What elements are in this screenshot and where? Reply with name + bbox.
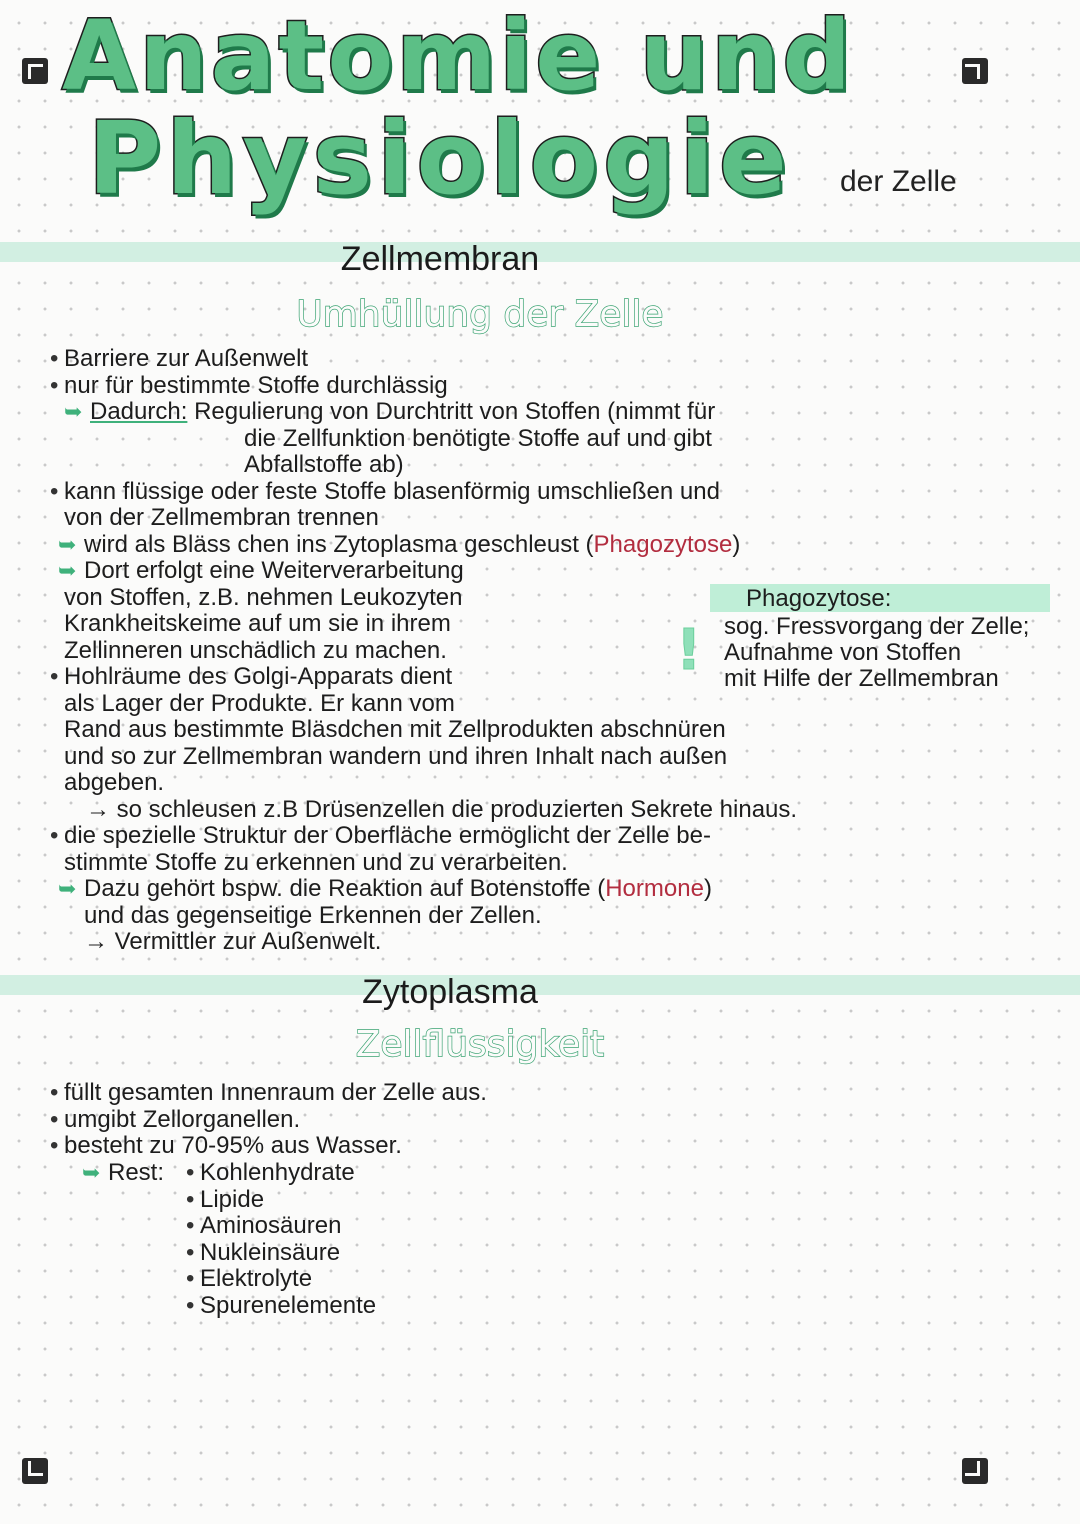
callout-line: sog. Fressvorgang der Zelle; (724, 613, 1030, 640)
rest-label (88, 1160, 164, 1187)
corner-marker-bottom-right (962, 1458, 988, 1484)
rest-list (200, 1160, 376, 1319)
list-item: • Lipide (200, 1187, 376, 1214)
membrane-heading: Zellmembran (340, 240, 540, 278)
text-line: Rand aus bestimmte Bläsdchen mit Zellprodukten abschnüren (64, 716, 726, 743)
text-line: ) (703, 875, 712, 902)
list-item: • nur für bestimmte Stoffe durchlässig (64, 373, 797, 400)
callout-body (724, 614, 1029, 692)
list-item: • besteht zu 70-95% aus Wasser. (64, 1133, 487, 1160)
list-item: • die spezielle Struktur der Oberfläche ermöglicht der Zelle be- (64, 823, 797, 850)
text-line: ) (732, 530, 741, 558)
phagozytose-term: Phagozytose (593, 530, 733, 558)
text-line: stimmte Stoffe zu erkennen und zu verarbeiten. (64, 848, 568, 876)
text-line: als Lager der Produkte. Er kann vom (64, 689, 455, 717)
list-item: • Hohlräume des Golgi-Apparats dient (64, 664, 797, 691)
list-item (84, 876, 797, 903)
membrane-subheading: Umhüllung der Zelle (296, 294, 664, 335)
text-line: → so schleusen z.B Drüsenzellen die produzierten Sekrete hinaus. (86, 795, 798, 823)
list-item: • kann flüssige oder feste Stoffe blasenförmig umschließen und (64, 479, 797, 506)
text-line: und das gegenseitige Erkennen der Zellen. (84, 901, 542, 929)
rest-label-text: ➥ Rest: (108, 1160, 164, 1187)
text-line: abgeben. (64, 769, 165, 796)
text-line: Zellinneren unschädlich zu machen. (64, 636, 447, 664)
dadurch-label: Dadurch: (90, 398, 188, 425)
corner-marker-bottom-left (22, 1458, 48, 1484)
list-item (90, 399, 797, 426)
callout-line: Aufnahme von Stoffen (724, 639, 962, 666)
list-item: • Aminosäuren (200, 1213, 376, 1240)
text-line: von Stoffen, z.B. nehmen Leukozyten (64, 583, 463, 611)
list-item: ➥ Dort erfolgt eine Weiterverarbeitung (84, 558, 797, 585)
subtitle: der Zelle (840, 165, 957, 198)
text-line: Abfallstoffe ab) (244, 451, 404, 478)
text-line: Krankheitskeime auf um sie in ihrem (64, 610, 451, 637)
title-line-1: Anatomie und (62, 0, 855, 112)
text-line: → Vermittler zur Außenwelt. (84, 928, 382, 955)
list-item: • Elektrolyte (200, 1266, 376, 1293)
hormone-term: Hormone (605, 875, 704, 902)
text-line: Dazu gehört bspw. die Reaktion auf Botenstoffe ( (84, 875, 606, 902)
text-line: Regulierung von Durchtritt von Stoffen (nimmt für (194, 398, 716, 425)
text-line: von der Zellmembran trennen (64, 504, 379, 531)
text-line: und so zur Zellmembran wandern und ihren Inhalt nach außen (64, 742, 728, 770)
corner-marker-top-right (962, 58, 988, 84)
corner-marker-top-left (22, 58, 48, 84)
list-item: • Nukleinsäure (200, 1240, 376, 1267)
list-item: • Spurenelemente (200, 1293, 376, 1320)
cytoplasm-subheading: Zellflüssigkeit (355, 1024, 605, 1065)
callout-line: mit Hilfe der Zellmembran (724, 665, 999, 692)
list-item: • füllt gesamten Innenraum der Zelle aus. (64, 1080, 487, 1107)
title-line-2: Physiologie (88, 100, 792, 217)
text-line: wird als Bläss chen ins Zytoplasma geschleust ( (84, 530, 594, 558)
callout-title: Phagozytose: (746, 585, 892, 612)
exclamation-icon: ! (676, 618, 702, 683)
list-item: • Barriere zur Außenwelt (64, 346, 797, 373)
list-item: • umgibt Zellorganellen. (64, 1107, 487, 1134)
list-item: • Kohlenhydrate (200, 1160, 376, 1187)
cytoplasm-text (64, 1080, 487, 1160)
list-item (84, 532, 797, 559)
cytoplasm-heading: Zytoplasma (362, 973, 538, 1011)
text-line: die Zellfunktion benötigte Stoffe auf und gibt (244, 424, 712, 452)
